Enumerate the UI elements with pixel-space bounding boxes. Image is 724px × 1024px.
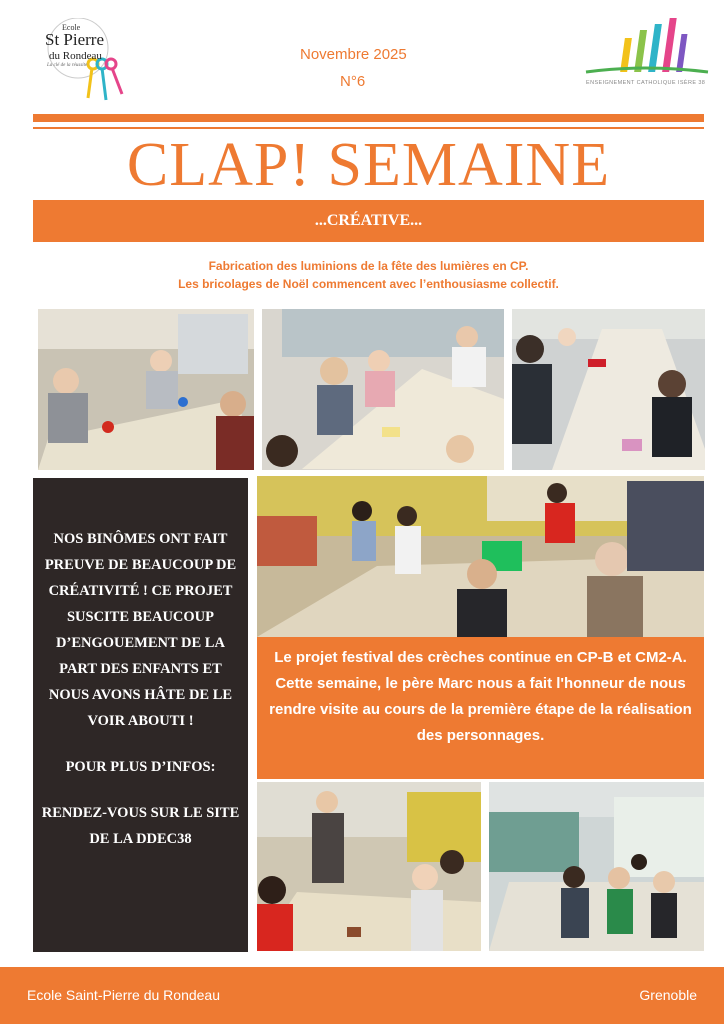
brand-text: ENSEIGNEMENT CATHOLIQUE ISÈRE 38 — [586, 80, 706, 86]
logo-line-3: du Rondeau — [49, 50, 102, 62]
logo-line-1: Ecole — [62, 23, 81, 32]
photo-luminions-1 — [38, 309, 254, 470]
intro-text — [33, 257, 704, 293]
footer — [0, 967, 724, 1024]
festival-text: Le projet festival des crèches continue en CP-B et CM2-A. Cette semaine, le père Marc nous a fait l'honneur de nous rendre visite au cours de la première étape de la réalisation des personnages. — [269, 649, 692, 744]
photo-father-marc-visit — [257, 782, 481, 951]
logo-line-2: St Pierre — [45, 30, 105, 49]
photo-classroom-wide — [489, 782, 704, 951]
photo-luminions-2 — [262, 309, 504, 470]
creativity-panel — [33, 478, 248, 952]
more-info-label: POUR PLUS D’INFOS: — [65, 759, 216, 775]
header-rule — [33, 114, 704, 122]
page-title: CLAP! SEMAINE — [126, 131, 611, 199]
issue-number: N°6 — [340, 73, 366, 90]
intro-line-1: Fabrication des luminions de la fête des lumières en CP. — [208, 259, 529, 273]
subtitle-band: ...CRÉATIVE... — [33, 200, 704, 242]
logo-tagline: La clé de la réussite — [47, 63, 88, 68]
creativity-text: NOS BINÔMES ONT FAIT PREUVE DE BEAUCOUP DE CRÉATIVITÉ ! CE PROJET SUSCITE BEAUCOUP D’ENGOUEMENT DE LA PART DES ENFANTS ET NOUS AVONS HÂTE DE LE VOIR ABOUTI ! — [44, 531, 237, 729]
school-logo — [40, 18, 140, 108]
festival-text-box — [257, 637, 704, 779]
header-rule-thin — [33, 127, 704, 129]
brand-logo — [584, 16, 710, 92]
keys-icon — [88, 59, 122, 100]
footer-city: Grenoble — [639, 987, 697, 1003]
photo-classroom-workshop — [257, 476, 704, 637]
photo-luminions-3 — [512, 309, 705, 470]
intro-line-2: Les bricolages de Noël commencent avec l’enthousiasme collectif. — [178, 277, 559, 291]
footer-school-name: Ecole Saint-Pierre du Rondeau — [27, 987, 221, 1003]
ddec38-link-text: RENDEZ-VOUS SUR LE SITE DE LA DDEC38 — [41, 805, 240, 847]
issue-date: Novembre 2025 — [300, 46, 407, 63]
